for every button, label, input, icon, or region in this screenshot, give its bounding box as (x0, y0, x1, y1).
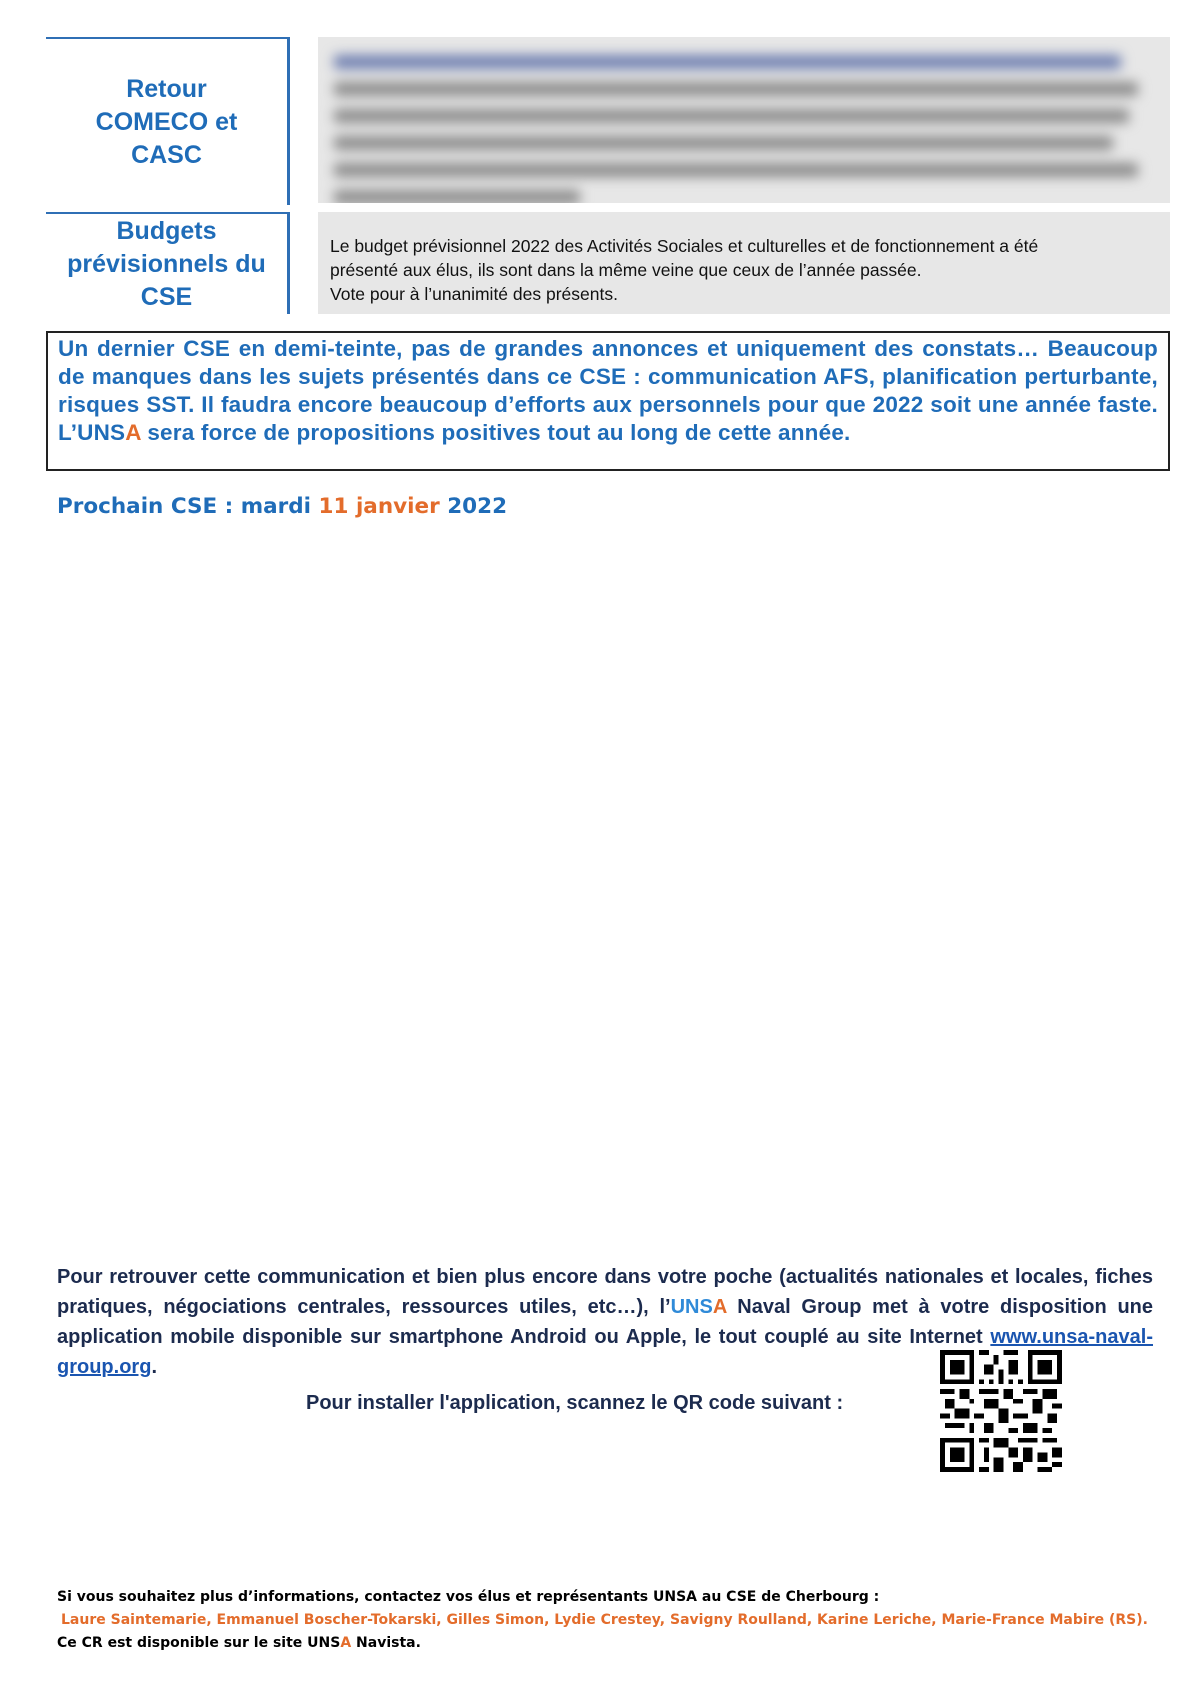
next-cse-year: 2022 (447, 494, 508, 519)
section-label-comeco-text: Retour COMECO et CASC (95, 74, 238, 169)
summary-accent: A (125, 420, 141, 445)
budgets-line-2: présenté aux élus, ils sont dans la même veine que ceux de l’année passée. (330, 260, 922, 280)
section-label-budgets-text: Budgets prévisionnels du CSE (67, 216, 266, 311)
summary-text-2: sera force de propositions positives tout au long de cette année. (140, 420, 851, 445)
website-link[interactable]: www.unsa-naval-group.org (57, 1326, 1153, 1378)
budgets-text (318, 212, 1170, 306)
next-cse-date (57, 494, 507, 519)
availability-prefix: Ce CR est disponible sur le site UNS (57, 1635, 341, 1651)
availability-suffix: Navista. (351, 1635, 421, 1651)
app-text-1: Pour retrouver cette communication et bien plus encore dans votre poche (actualités nationales et locales, fiches pratiques, négociations centrales, ressources utiles, etc…), l’ (57, 1266, 1153, 1318)
app-text-2: Naval Group met à votre disposition une application mobile disponible sur smartphone Android ou Apple, le tout couplé au site Internet (57, 1296, 1153, 1348)
budgets-line-1: Le budget prévisionnel 2022 des Activités Sociales et culturelles et de fonctionnement a été (330, 236, 1039, 256)
redacted-text-block (318, 37, 1170, 203)
next-cse-day: 11 (318, 494, 349, 519)
contact-availability (57, 1632, 1148, 1655)
budgets-line-3: Vote pour à l’unanimité des présents. (330, 284, 618, 304)
contact-intro: Si vous souhaitez plus d’informations, contactez vos élus et représentants UNSA au CSE de Cherbourg : (57, 1589, 880, 1605)
summary-box (46, 331, 1170, 471)
representative-names: Laure Saintemarie, Emmanuel Boscher-Tokarski, Gilles Simon, Lydie Crestey, Savigny Roulland, Karine Leriche, Marie-France Mabire (RS). (61, 1612, 1148, 1628)
app-a: A (712, 1296, 727, 1318)
qr-code-icon[interactable] (940, 1350, 1062, 1472)
section-label-budgets (46, 212, 290, 314)
redacted-content-box (318, 37, 1170, 203)
app-uns: UNS (670, 1296, 713, 1318)
section-label-comeco (46, 37, 290, 205)
availability-accent: A (340, 1635, 352, 1651)
budgets-content-box (318, 212, 1170, 314)
next-cse-month: janvier (348, 494, 448, 519)
next-cse-prefix: Prochain CSE : mardi (57, 494, 319, 519)
contact-block (57, 1586, 1148, 1655)
summary-text-1: Un dernier CSE en demi-teinte, pas de grandes annonces et uniquement des constats… Beaucoup de manques dans les sujets présentés dans ce CSE : communication AFS, planification perturbante, risques SST. Il faudra encore beaucoup d’efforts aux personnels pour que 2022 soit une année faste. L’UNS (58, 336, 1158, 445)
install-instruction: Pour installer l'application, scannez le QR code suivant : (306, 1392, 844, 1414)
app-text-3: . (151, 1356, 157, 1378)
